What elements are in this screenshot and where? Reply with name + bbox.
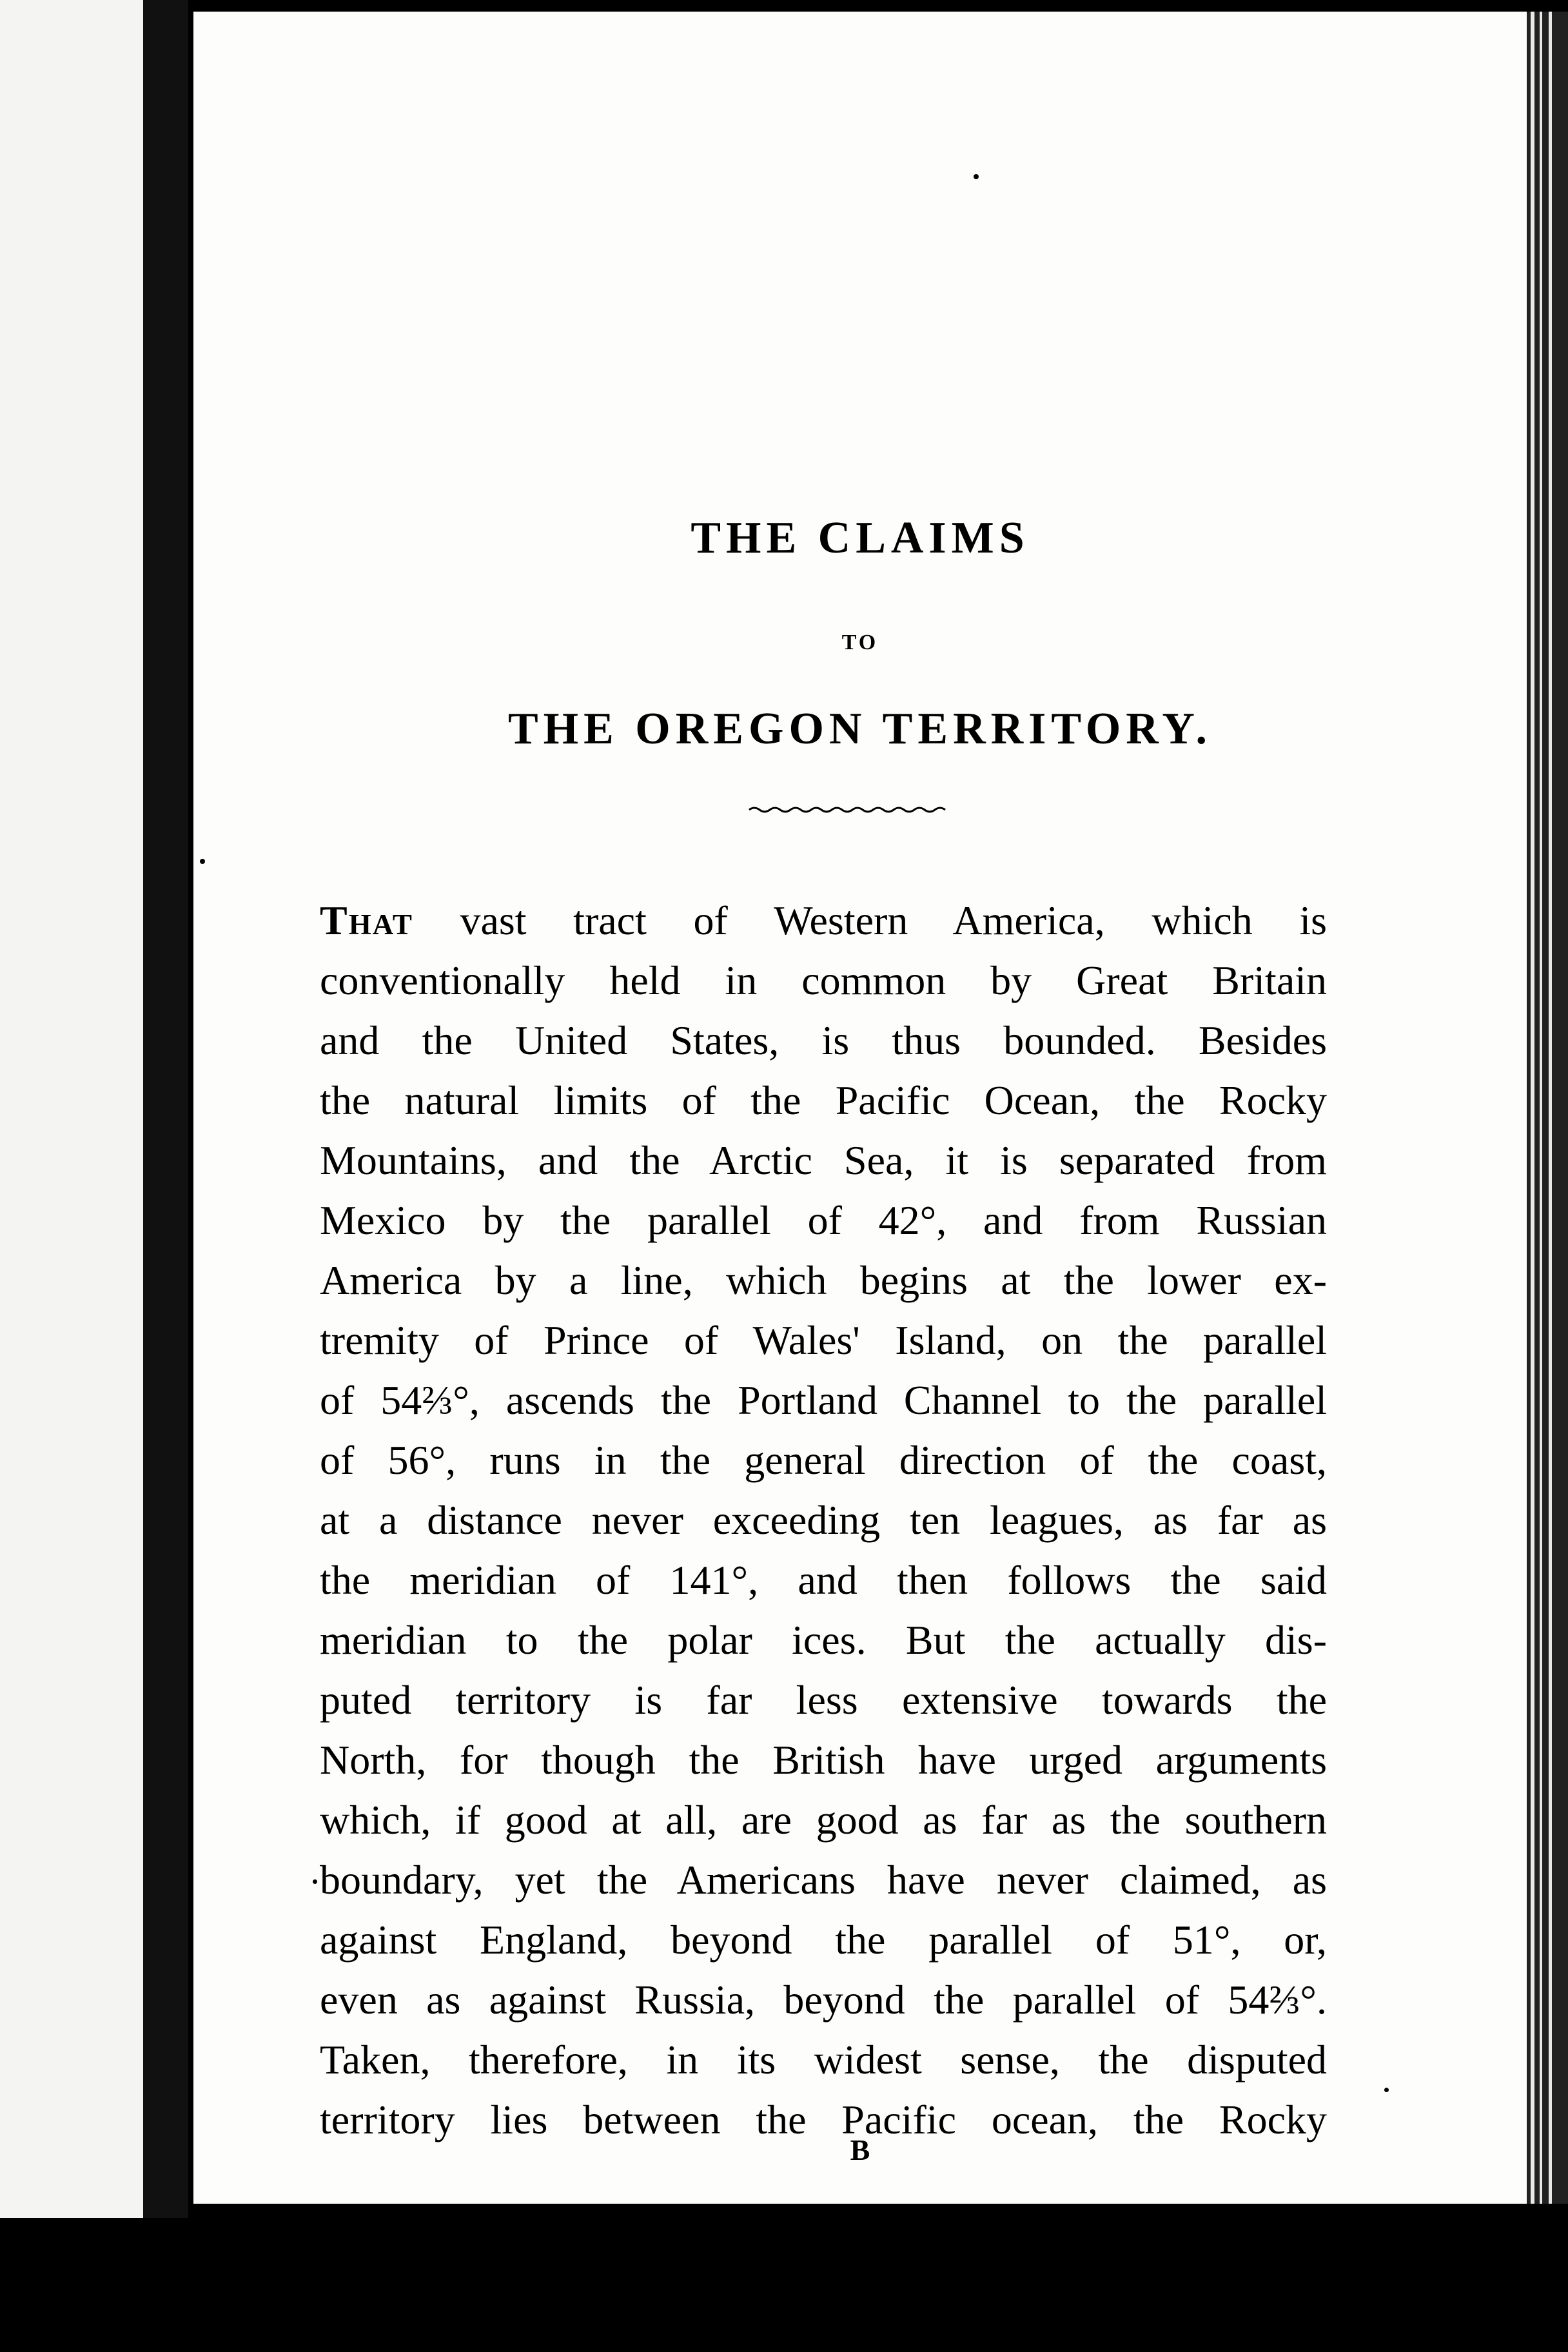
page-stack-edge — [1527, 12, 1568, 2204]
body-line: the meridian of 141°, and then follows the said — [320, 1557, 1327, 1603]
body-line: America by a line, which begins at the lower ex- — [320, 1257, 1327, 1303]
body-line: which, if good at all, are good as far as the southern — [320, 1797, 1327, 1843]
body-line: against England, beyond the parallel of 51°, or, — [320, 1917, 1327, 1963]
speck — [1384, 2088, 1389, 2092]
speck — [974, 174, 979, 179]
signature-mark: B — [850, 2133, 870, 2166]
body-line: of 54⅔°, ascends the Portland Channel to the parallel — [320, 1377, 1327, 1423]
body-line — [320, 890, 1327, 950]
speck — [200, 859, 205, 864]
facing-page-edge — [0, 0, 143, 2218]
body-line: at a distance never exceeding ten leagues, as far as — [320, 1497, 1327, 1543]
body-line: boundary, yet the Americans have never claimed, as — [320, 1857, 1327, 1903]
body-line: meridian to the polar ices. But the actually dis- — [320, 1617, 1327, 1663]
body-line: tremity of Prince of Wales' Island, on the parallel — [320, 1317, 1327, 1363]
body-line: the natural limits of the Pacific Ocean, the Rocky — [320, 1077, 1327, 1123]
body-line: Mountains, and the Arctic Sea, it is separated from — [320, 1137, 1327, 1183]
speck — [313, 1879, 317, 1884]
ornamental-wavy-rule — [748, 805, 948, 815]
speck — [188, 1133, 193, 1138]
page-title-connector: TO — [841, 631, 879, 654]
page-subtitle: THE OREGON TERRITORY. — [507, 704, 1212, 754]
body-line: Mexico by the parallel of 42°, and from Russian — [320, 1197, 1327, 1243]
body-text — [320, 890, 1327, 2150]
body-line: even as against Russia, beyond the parallel of 54⅔°. — [320, 1977, 1327, 2023]
body-line: territory lies between the Pacific ocean, the Rocky — [320, 2097, 1327, 2142]
first-line-text: vast tract of Western America, which is — [460, 897, 1328, 943]
book-spine-shadow — [143, 0, 188, 2218]
body-line: puted territory is far less extensive towards the — [320, 1677, 1327, 1723]
body-line: conventionally held in common by Great Britain — [320, 957, 1327, 1003]
body-line: of 56°, runs in the general direction of the coast, — [320, 1437, 1327, 1483]
body-line: and the United States, is thus bounded. Besides — [320, 1017, 1327, 1063]
body-line: Taken, therefore, in its widest sense, the disputed — [320, 2037, 1327, 2082]
body-line: North, for though the British have urged arguments — [320, 1737, 1327, 1783]
page-title: THE CLAIMS — [691, 513, 1030, 563]
opening-word: That — [320, 897, 413, 943]
book-page — [193, 12, 1527, 2204]
